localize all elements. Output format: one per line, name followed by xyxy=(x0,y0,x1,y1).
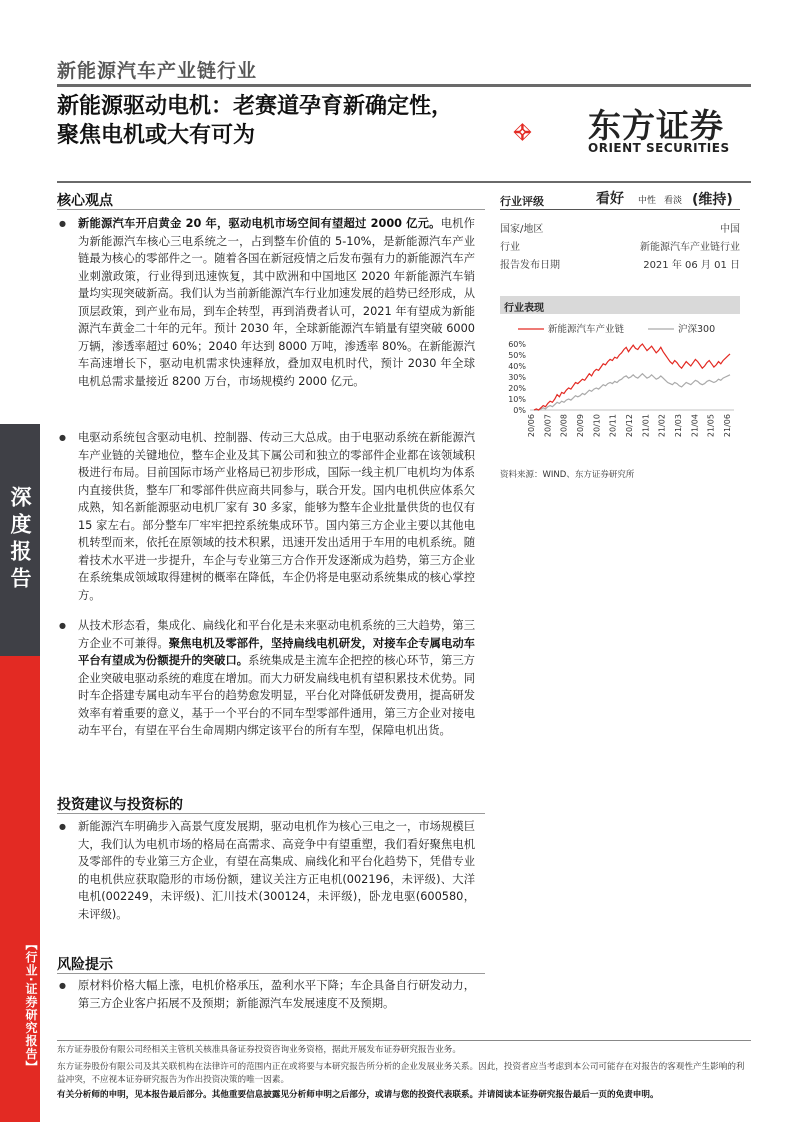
section-divider xyxy=(57,181,751,183)
x-tick-label: 20/07 xyxy=(543,414,553,438)
risk-heading: 风险提示 xyxy=(57,957,113,973)
series-line-新能源汽车产业链 xyxy=(534,344,730,410)
series-line-沪深300 xyxy=(534,374,730,410)
x-tick-label: 21/05 xyxy=(706,414,716,438)
x-tick-label: 20/10 xyxy=(592,414,602,438)
core-view-heading: 核心观点 xyxy=(57,193,113,209)
rating-neutral: 中性 xyxy=(638,196,657,206)
x-tick-label: 20/09 xyxy=(576,414,585,438)
investment-bullets xyxy=(57,818,475,923)
report-type-label: 深度报告 xyxy=(8,486,32,594)
footer-divider xyxy=(57,1040,751,1041)
rating-good: 看好 xyxy=(596,191,624,207)
y-tick-label: 50% xyxy=(508,351,526,360)
investment-rule xyxy=(57,813,485,814)
header-divider xyxy=(57,84,751,87)
footer-line-2: 东方证券股份有限公司及其关联机构在法律许可的范围内正在或将要与本研究报告所分析的企业发展业务关系。因此，投资者应当考虑到本公司可能存在对报告的客观性产生影响的利益冲突，不应视本证券研究报告为作出投资决策的唯一因素。 xyxy=(57,1062,745,1085)
page-title: 新能源驱动电机：老赛道孕育新确定性，聚焦电机或大有可为 xyxy=(57,94,454,148)
core-view-bullets-3 xyxy=(57,617,475,740)
core-bullet-2: ● 电驱动系统包含驱动电机、控制器、传动三大总成。由于电驱动系统在新能源汽车产业链的关键地位，整车企业及其下属公司和独立的零部件企业都在该领域积极进行布局。目前国际市场产业格局已初步形成，国际一线主机厂电机均为体系内直接供货，整车厂和零部件供应商共同参与，联合开发。国内电机供应体系欠成熟，知名新能源驱动电机厂家有 30 多家，能够为整车企业批量供货的也仅有 15 家左右。部分整车厂牢牢把控系统集成环节。国内第三方企业主要以其他电机转型而来，依托在原领域的技术积累，迅速开发出适用于车用的电机系统。随着技术水平进一步提升，车企与专业第三方合作开发逐渐成为趋势，第三方企业在系统集成领域取得建树的概率在降低，车企仍将是电驱动系统集成的核心掌控方。 xyxy=(57,429,475,604)
x-tick-label: 21/04 xyxy=(690,414,700,438)
y-tick-label: 30% xyxy=(508,373,526,382)
x-tick-label: 21/03 xyxy=(674,414,683,438)
legend-label-0: 新能源汽车产业链 xyxy=(548,324,625,335)
sidebar-series xyxy=(0,656,40,1122)
footer-line-1: 东方证券股份有限公司经相关主管机关核准具备证券投资咨询业务资格，据此开展发布证券研究报告业务。 xyxy=(57,1045,461,1055)
rating-keep: (维持) xyxy=(692,192,733,208)
logo-cn: 东方证券 xyxy=(588,106,724,145)
series-label: 【行业·证券研究报告】 xyxy=(24,938,38,1074)
legend-label-1: 沪深300 xyxy=(678,324,716,335)
orient-securities-logo-icon xyxy=(512,100,582,164)
performance-heading: 行业表现 xyxy=(500,296,740,314)
y-tick-label: 20% xyxy=(508,384,526,393)
y-tick-label: 40% xyxy=(508,362,526,371)
risk-rule xyxy=(57,973,485,974)
y-tick-label: 60% xyxy=(508,340,526,349)
risk-bullets xyxy=(57,977,475,1012)
industry-title: 新能源汽车产业链行业 xyxy=(57,60,258,82)
core-view-rule xyxy=(57,209,485,210)
rating-bad: 看淡 xyxy=(664,196,683,206)
sidebar-top xyxy=(0,0,40,424)
sidebar-report-type xyxy=(0,424,40,656)
y-tick-label: 0% xyxy=(513,406,526,415)
risk-bullet: ● 原材料价格大幅上涨，电机价格承压，盈利水平下降；车企具备自行研发动力，第三方企业客户拓展不及预期；新能源汽车发展速度不及预期。 xyxy=(57,977,475,1012)
rating-divider xyxy=(500,209,740,210)
chart-source: 资料来源：WIND、东方证券研究所 xyxy=(500,470,635,480)
x-tick-label: 21/02 xyxy=(657,414,667,438)
core-bullet-1: ● 新能源汽车开启黄金 20 年，驱动电机市场空间有望超过 2000 亿元。电机作为新能源汽车核心三电系统之一，占到整车价值的 5-10%，是新能源汽车产业链最为核心的零部件之一。随着各国在新冠疫情之后发布强有力的新能源汽车产业刺激政策，行业得到迅速恢复，其中欧洲和中国地区 2020 年新能源汽车销量均实现突破新高。我们认为当前新能源汽车行业加速发展的趋势已经形成，从顶层政策，到产业布局，到车企转型，再到消费者认可，2021 年有望成为新能源汽车黄金二十年的元年。预计 2030 年，全球新能源汽车销量有望突破 6000 万辆，渗透率超过 60%；2040 年达到 8000 万吨，渗透率 80%。在新能源汽车高速增长下，驱动电机需求快速释放，叠加双电机时代，预计 2030 年全球电机总需求量接近 8200 万台，市场规模约 2000 亿元。 xyxy=(57,215,475,390)
x-tick-label: 20/08 xyxy=(559,414,569,438)
investment-bullet: ● 新能源汽车明确步入高景气度发展期，驱动电机作为核心三电之一，市场规模巨大，我们认为电机市场的格局在高需求、高竞争中有望重塑，我们看好聚焦电机及零部件的专业第三方企业，有望在高集成、扁线化和平台化趋势下，凭借专业的电机供应获取隐形的市场份额，建议关注方正电机(002196，未评级)、大洋电机(002249，未评级)、汇川技术(300124，未评级)，卧龙电驱(600580，未评级)。 xyxy=(57,818,475,923)
x-tick-label: 21/06 xyxy=(723,414,732,438)
rating-row xyxy=(500,188,740,208)
core-view-bullets xyxy=(57,215,475,390)
core-bullet-3: ● 从技术形态看，集成化、扁线化和平台化是未来驱动电机系统的三大趋势，第三方企业不可兼得。聚焦电机及零部件，坚持扁线电机研发，对接车企专属电动车平台有望成为份额提升的突破口。系统集成是主流车企把控的核心环节，第三方企业突破电驱动系统的难度在增加。而大力研发扁线电机有望积累技术优势。同时车企搭建专属电动车平台的趋势愈发明显，平台化对降低研发费用，提高研发效率有着重要的意义，基于一个平台的不同车型零部件通用，第三方企业对接电动车平台，有望在平台生命周期内绑定该平台的所有车型，保障电机出货。 xyxy=(57,617,475,740)
core-view-bullets-2 xyxy=(57,429,475,604)
footer-line-3: 有关分析师的申明，见本报告最后部分。其他重要信息披露见分析师申明之后部分，或请与您的投资代表联系。并请阅读本证券研究报告最后一页的免责申明。 xyxy=(57,1090,659,1100)
x-tick-label: 20/06 xyxy=(527,414,536,438)
x-tick-label: 20/12 xyxy=(625,414,634,438)
investment-heading: 投资建议与投资标的 xyxy=(57,797,183,813)
logo-en: ORIENT SECURITIES xyxy=(588,141,730,155)
x-tick-label: 20/11 xyxy=(608,414,618,438)
x-tick-label: 21/01 xyxy=(641,414,651,438)
performance-chart xyxy=(500,318,740,458)
rating-label: 行业评级 xyxy=(500,195,544,208)
y-tick-label: 10% xyxy=(508,395,526,404)
